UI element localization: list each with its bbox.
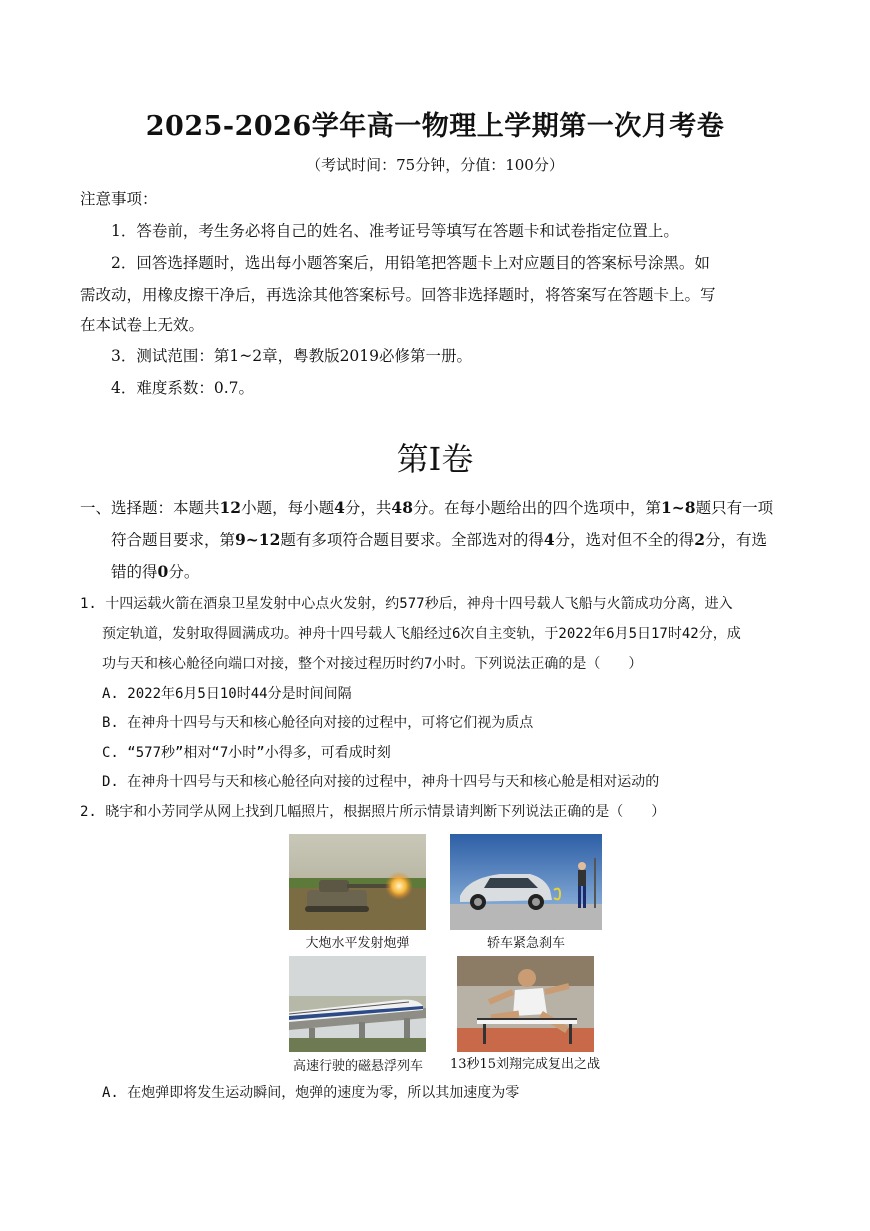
- caption-tank: 大炮水平发射炮弹: [305, 936, 410, 951]
- question-2-option-a: A. 在炮弹即将发生运动瞬间，炮弹的速度为零，所以其加速度为零: [102, 1085, 520, 1101]
- caption-car: 轿车紧急刹车: [486, 936, 565, 951]
- maglev-train-photo: [289, 956, 426, 1052]
- note-item-4: 4．难度系数：0.7。: [111, 379, 255, 397]
- question-2-stem: 2. 晓宇和小芳同学从网上找到几幅照片，根据照片所示情景请判断下列说法正确的是（ ）: [80, 804, 666, 820]
- part-title: 第Ⅰ卷: [396, 440, 474, 478]
- note-item-3: 3．测试范围：第1~2章，粤教版2019必修第一册。: [111, 347, 473, 365]
- note-item-1: 1．答卷前，考生务必将自己的姓名、准考证号等填写在答题卡和试卷指定位置上。: [111, 222, 679, 240]
- question-1-stem-line-1: 1. 十四运载火箭在酒泉卫星发射中心点火发射，约577秒后，神舟十四号载人飞船与火箭成功分离，进入: [80, 596, 733, 612]
- caption-maglev: 高速行驶的磁悬浮列车: [292, 1059, 423, 1074]
- note-item-2-line-3: 在本试卷上无效。: [80, 316, 205, 334]
- section-instructions-line-1: 一、选择题：本题共12小题，每小题4分，共48分。在每小题给出的四个选项中，第1~8题只有一项: [80, 498, 774, 517]
- exam-subtitle: （考试时间：75分钟，分值：100分）: [306, 156, 564, 174]
- question-1-stem-line-2: 预定轨道，发射取得圆满成功。神舟十四号载人飞船经过6次自主变轨，于2022年6月5日17时42分，成: [102, 626, 741, 642]
- hurdler-photo: [457, 956, 594, 1052]
- question-1-option-c: C. “577秒”相对“7小时”小得多，可看成时刻: [102, 745, 391, 761]
- question-1-option-a: A. 2022年6月5日10时44分是时间间隔: [102, 686, 352, 702]
- note-item-2-line-1: 2．回答选择题时，选出每小题答案后，用铅笔把答题卡上对应题目的答案标号涂黑。如: [111, 254, 710, 272]
- notes-heading: 注意事项：: [80, 190, 158, 208]
- caption-hurdler: 13秒15刘翔完成复出之战: [449, 1057, 601, 1072]
- car-braking-photo: [450, 834, 602, 930]
- note-item-2-line-2: 需改动，用橡皮擦干净后，再选涂其他答案标号。回答非选择题时，将答案写在答题卡上。写: [80, 286, 716, 304]
- section-instructions-line-3: 错的得0分。: [111, 562, 200, 581]
- question-1-option-b: B. 在神舟十四号与天和核心舱径向对接的过程中，可将它们视为质点: [102, 715, 534, 731]
- question-1-option-d: D. 在神舟十四号与天和核心舱径向对接的过程中，神舟十四号与天和核心舱是相对运动的: [102, 774, 660, 790]
- tank-firing-photo: [289, 834, 426, 930]
- question-1-stem-line-3: 功与天和核心舱径向端口对接，整个对接过程历时约7小时。下列说法正确的是（ ）: [102, 656, 643, 672]
- exam-title: 2025-2026学年高一物理上学期第一次月考卷: [145, 111, 725, 142]
- section-instructions-line-2: 符合题目要求，第9~12题有多项符合题目要求。全部选对的得4分，选对但不全的得2分，有选: [111, 530, 767, 549]
